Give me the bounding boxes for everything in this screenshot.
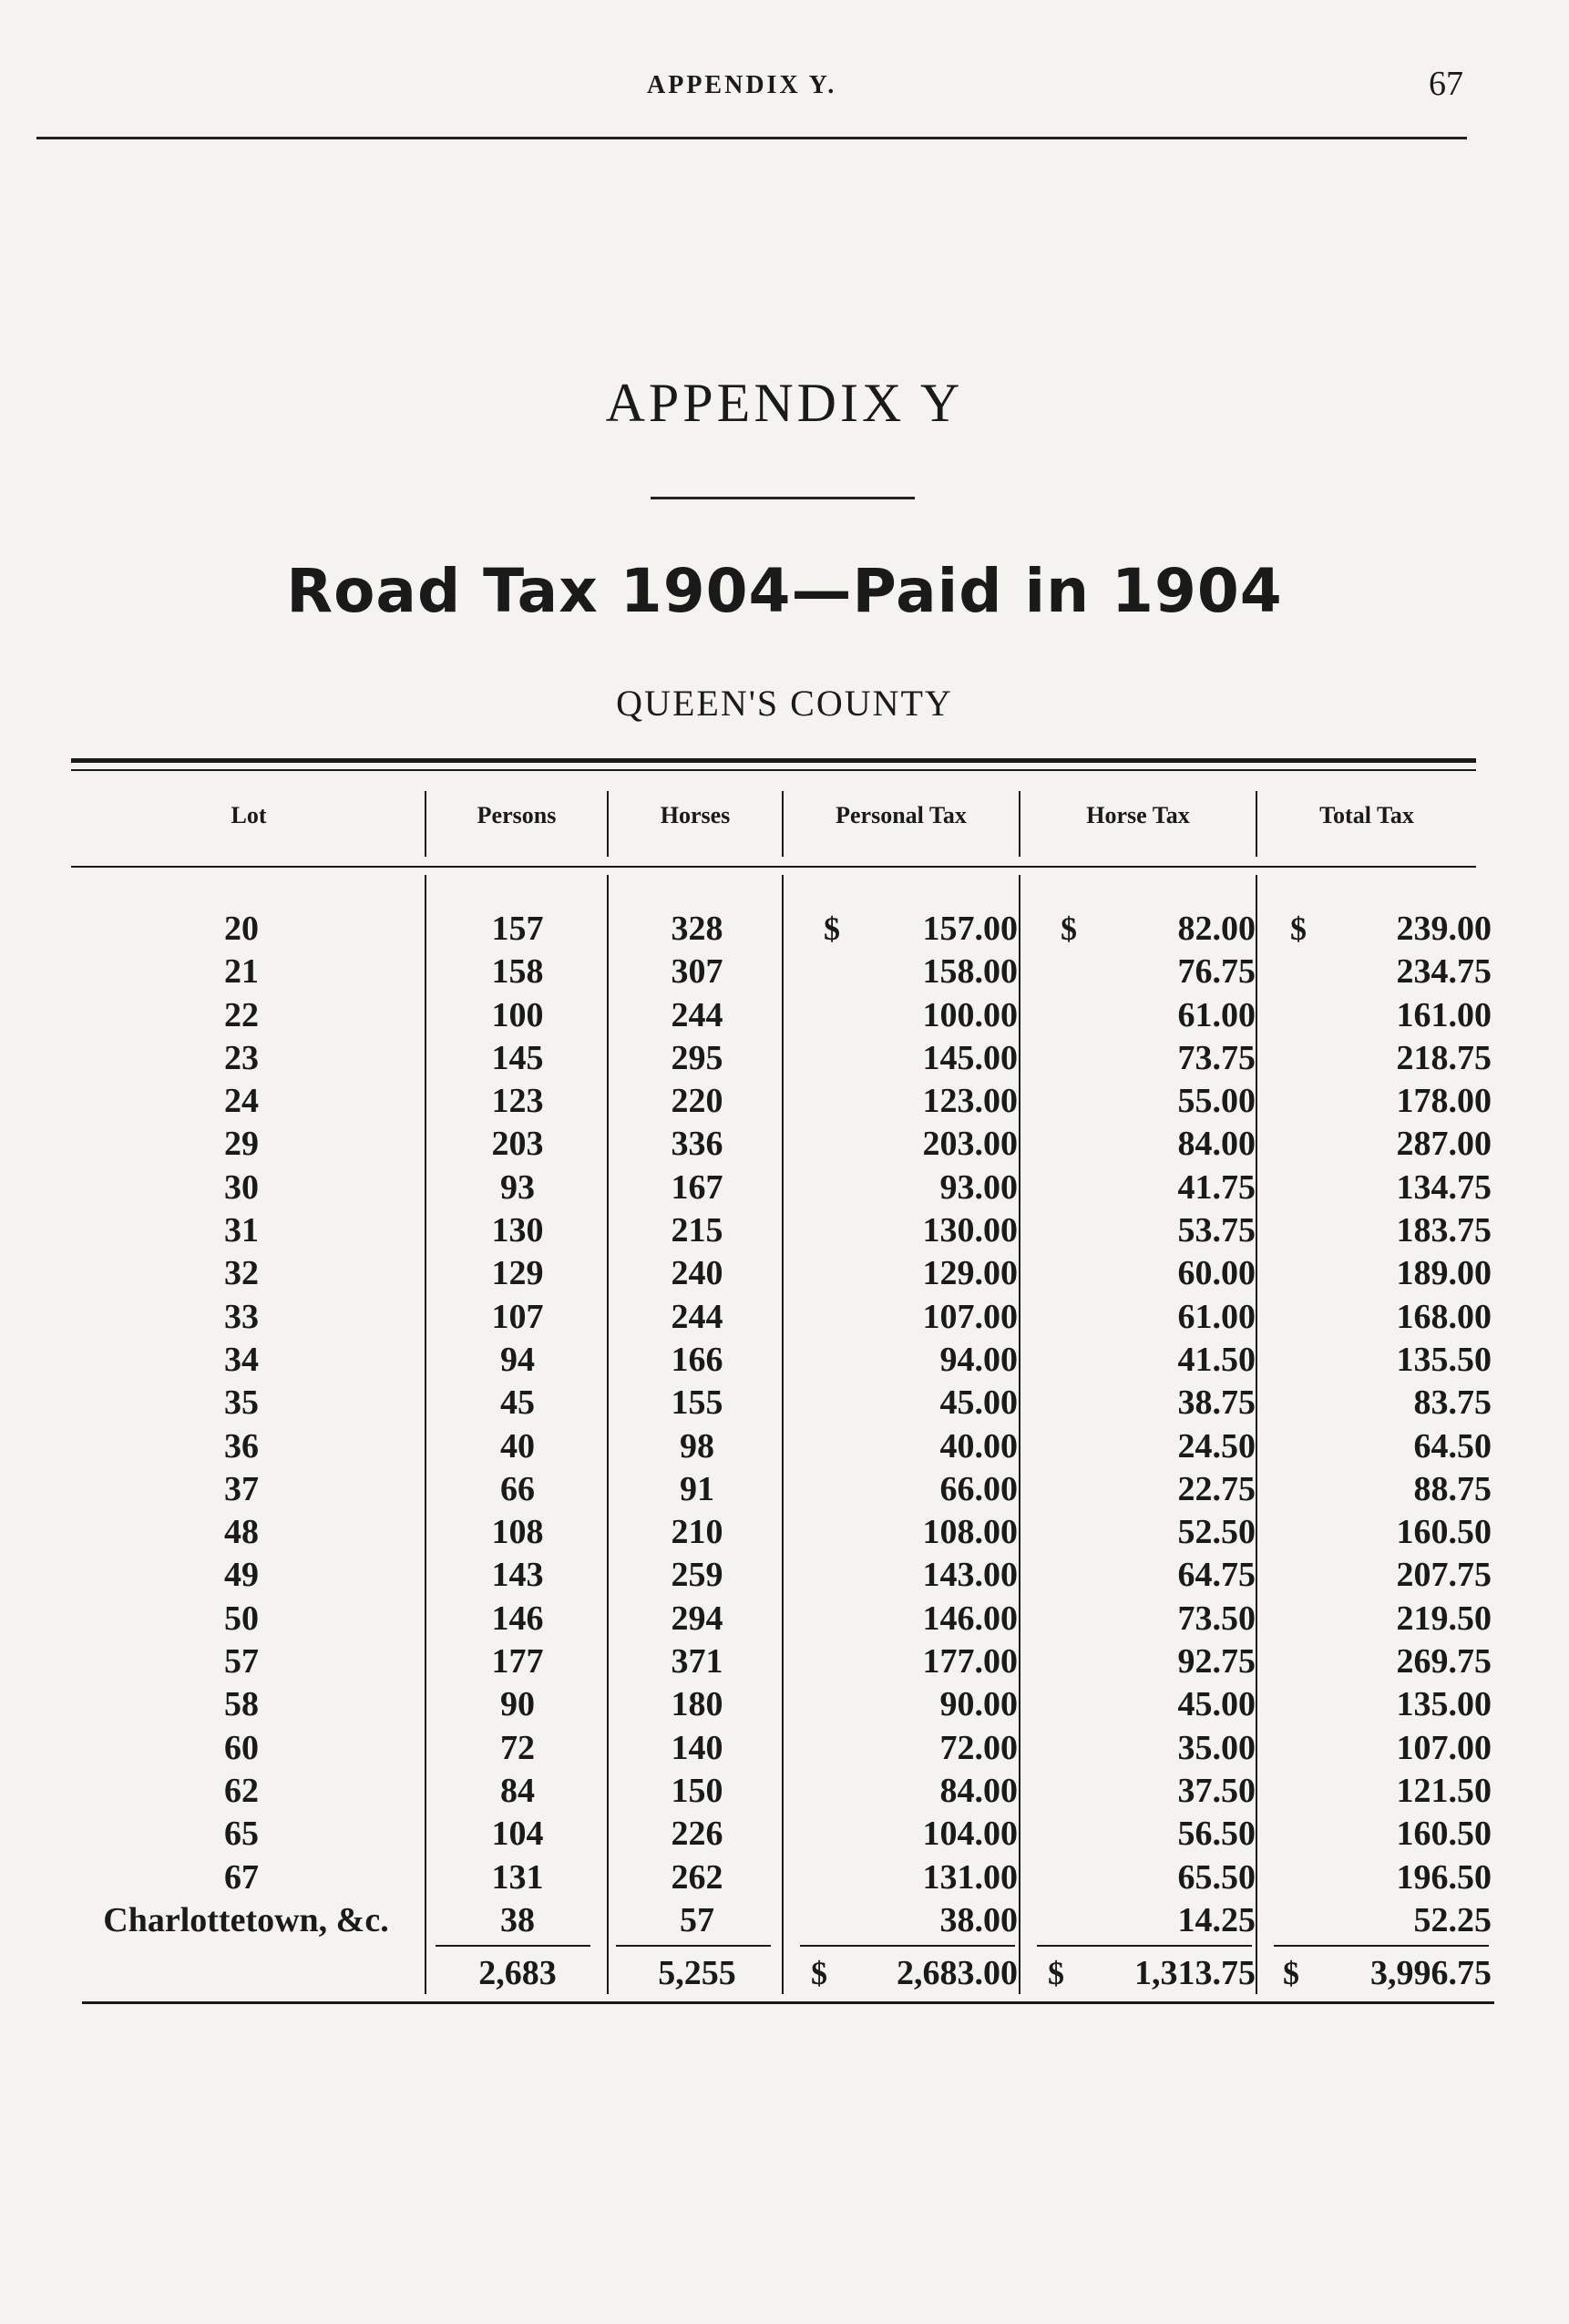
persons-cell: 107 — [491, 1297, 544, 1336]
lot-cell: 20 — [224, 910, 259, 948]
persons-cell: 157 — [491, 910, 544, 948]
persons-cell: 94 — [500, 1340, 535, 1379]
horses-cell: 294 — [671, 1599, 723, 1638]
lot-cell: 21 — [224, 952, 259, 992]
totals-rule — [1037, 1945, 1252, 1947]
persons-cell: 90 — [500, 1685, 535, 1724]
persons-cell: 177 — [491, 1642, 544, 1681]
persons-cell: 131 — [491, 1857, 544, 1897]
horses-cell: 140 — [671, 1728, 723, 1767]
personal-tax-cell: 104.00 — [922, 1815, 1018, 1854]
table-row — [0, 1511, 1569, 1554]
lot-cell: 29 — [224, 1125, 259, 1164]
table-row — [0, 1727, 1569, 1770]
table-row — [0, 1252, 1569, 1295]
horses-cell: 328 — [671, 910, 723, 948]
table-row — [0, 1640, 1569, 1683]
lot-cell: 23 — [224, 1038, 259, 1077]
total-tax-cell: 219.50 — [1396, 1599, 1492, 1638]
horses-cell: 244 — [671, 995, 723, 1034]
horses-cell: 295 — [671, 1038, 723, 1077]
total-tax-cell: 135.50 — [1396, 1340, 1492, 1379]
personal-tax-cell: 203.00 — [922, 1125, 1018, 1164]
persons-cell: 72 — [500, 1728, 535, 1767]
personal-tax-cell: 100.00 — [922, 995, 1018, 1034]
lot-cell: 60 — [224, 1728, 259, 1767]
totals-rule — [1274, 1945, 1489, 1947]
personal-tax-cell: 177.00 — [922, 1642, 1018, 1681]
table-row — [0, 1770, 1569, 1813]
main-title: Road Tax 1904—Paid in 1904 — [286, 556, 1283, 626]
table-row — [0, 1123, 1569, 1166]
total-tax-cell: 168.00 — [1396, 1297, 1492, 1336]
personal-tax-cell: 94.00 — [939, 1340, 1018, 1379]
lot-cell: 36 — [224, 1426, 259, 1465]
column-header-horses: Horses — [660, 802, 731, 828]
table-row — [0, 951, 1569, 993]
horse-tax-cell: 53.75 — [1177, 1211, 1256, 1250]
horse-tax-cell: 73.75 — [1177, 1038, 1256, 1077]
horse-tax-cell: 22.75 — [1177, 1469, 1256, 1508]
persons-cell: 104 — [491, 1815, 544, 1854]
table-row — [0, 1382, 1569, 1424]
dollar-sign: $ — [1283, 1955, 1299, 1991]
table-row — [0, 908, 1569, 951]
persons-cell: 130 — [491, 1211, 544, 1250]
personal-tax-cell: 145.00 — [922, 1038, 1018, 1077]
horses-cell: 226 — [671, 1815, 723, 1854]
total-tax-total: 3,996.75 — [1370, 1954, 1492, 1992]
total-tax-cell: 52.25 — [1413, 1900, 1492, 1939]
personal-tax-cell: 72.00 — [939, 1728, 1018, 1767]
lot-cell: 37 — [224, 1469, 259, 1508]
lot-cell: 62 — [224, 1771, 259, 1810]
persons-cell: 146 — [491, 1599, 544, 1638]
horses-total: 5,255 — [658, 1954, 736, 1992]
personal-tax-cell: 108.00 — [922, 1513, 1018, 1552]
personal-tax-cell: 107.00 — [922, 1297, 1018, 1336]
horse-tax-cell: 60.00 — [1177, 1254, 1256, 1293]
horses-cell: 150 — [671, 1771, 723, 1810]
personal-tax-cell: 131.00 — [922, 1857, 1018, 1897]
personal-tax-cell: 66.00 — [939, 1469, 1018, 1508]
table-top-rule — [71, 758, 1476, 763]
horses-cell: 244 — [671, 1297, 723, 1336]
horse-tax-cell: 84.00 — [1177, 1125, 1256, 1164]
table-row — [0, 1468, 1569, 1511]
horses-cell: 336 — [671, 1125, 723, 1164]
table-row — [0, 1598, 1569, 1640]
header-bottom-rule — [71, 866, 1476, 868]
persons-cell: 145 — [491, 1038, 544, 1077]
horses-cell: 180 — [671, 1685, 723, 1724]
horse-tax-total: 1,313.75 — [1134, 1954, 1256, 1992]
horse-tax-cell: 82.00 — [1177, 910, 1256, 948]
table-top-rule-thin — [71, 769, 1476, 771]
horse-tax-cell: 41.75 — [1177, 1167, 1256, 1207]
horses-cell: 98 — [680, 1426, 714, 1465]
horses-cell: 307 — [671, 952, 723, 992]
appendix-title: APPENDIX Y — [605, 373, 964, 433]
total-tax-cell: 88.75 — [1413, 1469, 1492, 1508]
persons-cell: 158 — [491, 952, 544, 992]
page-number: 67 — [1429, 65, 1463, 103]
column-header-total-tax: Total Tax — [1319, 802, 1414, 828]
table-bottom-rule — [82, 2001, 1494, 2004]
persons-cell: 108 — [491, 1513, 544, 1552]
personal-tax-cell: 146.00 — [922, 1599, 1018, 1638]
total-tax-cell: 64.50 — [1413, 1426, 1492, 1465]
table-row — [0, 1856, 1569, 1899]
persons-cell: 123 — [491, 1082, 544, 1121]
lot-cell: 34 — [224, 1340, 259, 1379]
lot-cell: 22 — [224, 995, 259, 1034]
horses-cell: 210 — [671, 1513, 723, 1552]
total-tax-cell: 239.00 — [1396, 910, 1492, 948]
column-header-lot: Lot — [231, 802, 267, 828]
table-row — [0, 1296, 1569, 1339]
column-header-personal-tax: Personal Tax — [836, 802, 967, 828]
horse-tax-cell: 55.00 — [1177, 1082, 1256, 1121]
dollar-sign: $ — [1290, 910, 1307, 947]
persons-cell: 38 — [500, 1900, 535, 1939]
horse-tax-cell: 76.75 — [1177, 952, 1256, 992]
lot-cell: 58 — [224, 1685, 259, 1724]
total-tax-cell: 160.50 — [1396, 1815, 1492, 1854]
horses-cell: 167 — [671, 1167, 723, 1207]
table-row — [0, 1209, 1569, 1252]
personal-tax-cell: 38.00 — [939, 1900, 1018, 1939]
lot-cell: 24 — [224, 1082, 259, 1121]
lot-cell: 33 — [224, 1297, 259, 1336]
horse-tax-cell: 52.50 — [1177, 1513, 1256, 1552]
title-rule — [651, 497, 915, 499]
personal-tax-cell: 90.00 — [939, 1685, 1018, 1724]
column-header-horse-tax: Horse Tax — [1086, 802, 1190, 828]
total-tax-cell: 160.50 — [1396, 1513, 1492, 1552]
total-tax-cell: 196.50 — [1396, 1857, 1492, 1897]
persons-total: 2,683 — [478, 1954, 557, 1992]
table-row — [0, 1037, 1569, 1080]
horse-tax-cell: 61.00 — [1177, 1297, 1256, 1336]
persons-cell: 203 — [491, 1125, 544, 1164]
total-tax-cell: 189.00 — [1396, 1254, 1492, 1293]
horse-tax-cell: 14.25 — [1177, 1900, 1256, 1939]
horses-cell: 57 — [680, 1900, 714, 1939]
horses-cell: 220 — [671, 1082, 723, 1121]
dollar-sign: $ — [824, 910, 840, 947]
persons-cell: 40 — [500, 1426, 535, 1465]
horse-tax-cell: 64.75 — [1177, 1556, 1256, 1595]
personal-tax-cell: 45.00 — [939, 1383, 1018, 1423]
total-tax-cell: 83.75 — [1413, 1383, 1492, 1423]
total-tax-cell: 234.75 — [1396, 952, 1492, 992]
table-row — [0, 1554, 1569, 1597]
persons-cell: 66 — [500, 1469, 535, 1508]
horse-tax-cell: 37.50 — [1177, 1771, 1256, 1810]
total-tax-cell: 134.75 — [1396, 1167, 1492, 1207]
horse-tax-cell: 41.50 — [1177, 1340, 1256, 1379]
lot-cell: 49 — [224, 1556, 259, 1595]
horse-tax-cell: 73.50 — [1177, 1599, 1256, 1638]
total-tax-cell: 107.00 — [1396, 1728, 1492, 1767]
totals-rule — [800, 1945, 1015, 1947]
personal-tax-total: 2,683.00 — [897, 1954, 1018, 1992]
lot-cell: 31 — [224, 1211, 259, 1250]
horses-cell: 259 — [671, 1556, 723, 1595]
lot-cell: 65 — [224, 1815, 259, 1854]
total-tax-cell: 183.75 — [1396, 1211, 1492, 1250]
total-tax-cell: 218.75 — [1396, 1038, 1492, 1077]
personal-tax-cell: 130.00 — [922, 1211, 1018, 1250]
horses-cell: 166 — [671, 1340, 723, 1379]
table-row — [0, 1899, 1569, 1942]
personal-tax-cell: 143.00 — [922, 1556, 1018, 1595]
horse-tax-cell: 92.75 — [1177, 1642, 1256, 1681]
totals-rule — [436, 1945, 590, 1947]
persons-cell: 129 — [491, 1254, 544, 1293]
table-row — [0, 1080, 1569, 1123]
dollar-sign: $ — [1048, 1955, 1064, 1991]
horses-cell: 262 — [671, 1857, 723, 1897]
lot-cell: 30 — [224, 1167, 259, 1207]
personal-tax-cell: 123.00 — [922, 1082, 1018, 1121]
table-row — [0, 1339, 1569, 1382]
dollar-sign: $ — [811, 1955, 827, 1991]
lot-cell: 32 — [224, 1254, 259, 1293]
total-tax-cell: 287.00 — [1396, 1125, 1492, 1164]
lot-cell: 50 — [224, 1599, 259, 1638]
table-row — [0, 994, 1569, 1037]
horses-cell: 240 — [671, 1254, 723, 1293]
totals-row — [0, 1950, 1569, 1996]
total-tax-cell: 207.75 — [1396, 1556, 1492, 1595]
table-body — [0, 908, 1569, 1942]
horse-tax-cell: 45.00 — [1177, 1685, 1256, 1724]
horse-tax-cell: 61.00 — [1177, 995, 1256, 1034]
lot-cell: 67 — [224, 1857, 259, 1897]
persons-cell: 45 — [500, 1383, 535, 1423]
table-row — [0, 1167, 1569, 1209]
total-tax-cell: 135.00 — [1396, 1685, 1492, 1724]
personal-tax-cell: 40.00 — [939, 1426, 1018, 1465]
horses-cell: 371 — [671, 1642, 723, 1681]
persons-cell: 143 — [491, 1556, 544, 1595]
table-row — [0, 1425, 1569, 1468]
persons-cell: 100 — [491, 995, 544, 1034]
totals-rule — [616, 1945, 771, 1947]
horses-cell: 91 — [680, 1469, 714, 1508]
personal-tax-cell: 157.00 — [922, 910, 1018, 948]
personal-tax-cell: 84.00 — [939, 1771, 1018, 1810]
horse-tax-cell: 56.50 — [1177, 1815, 1256, 1854]
total-tax-cell: 121.50 — [1396, 1771, 1492, 1810]
total-tax-cell: 178.00 — [1396, 1082, 1492, 1121]
table-row — [0, 1813, 1569, 1856]
horse-tax-cell: 24.50 — [1177, 1426, 1256, 1465]
lot-cell: 57 — [224, 1642, 259, 1681]
horse-tax-cell: 35.00 — [1177, 1728, 1256, 1767]
running-head: APPENDIX Y. — [647, 71, 837, 99]
horse-tax-cell: 38.75 — [1177, 1383, 1256, 1423]
horses-cell: 215 — [671, 1211, 723, 1250]
header-rule — [36, 137, 1467, 139]
personal-tax-cell: 129.00 — [922, 1254, 1018, 1293]
persons-cell: 84 — [500, 1771, 535, 1810]
lot-cell: Charlottetown, &c. — [103, 1900, 389, 1939]
personal-tax-cell: 93.00 — [939, 1167, 1018, 1207]
persons-cell: 93 — [500, 1167, 535, 1207]
horse-tax-cell: 65.50 — [1177, 1857, 1256, 1897]
dollar-sign: $ — [1061, 910, 1077, 947]
personal-tax-cell: 158.00 — [922, 952, 1018, 992]
horses-cell: 155 — [671, 1383, 723, 1423]
county-subtitle: QUEEN'S COUNTY — [616, 683, 953, 724]
lot-cell: 48 — [224, 1513, 259, 1552]
table-row — [0, 1683, 1569, 1726]
lot-cell: 35 — [224, 1383, 259, 1423]
total-tax-cell: 269.75 — [1396, 1642, 1492, 1681]
column-header-persons: Persons — [477, 802, 557, 828]
total-tax-cell: 161.00 — [1396, 995, 1492, 1034]
